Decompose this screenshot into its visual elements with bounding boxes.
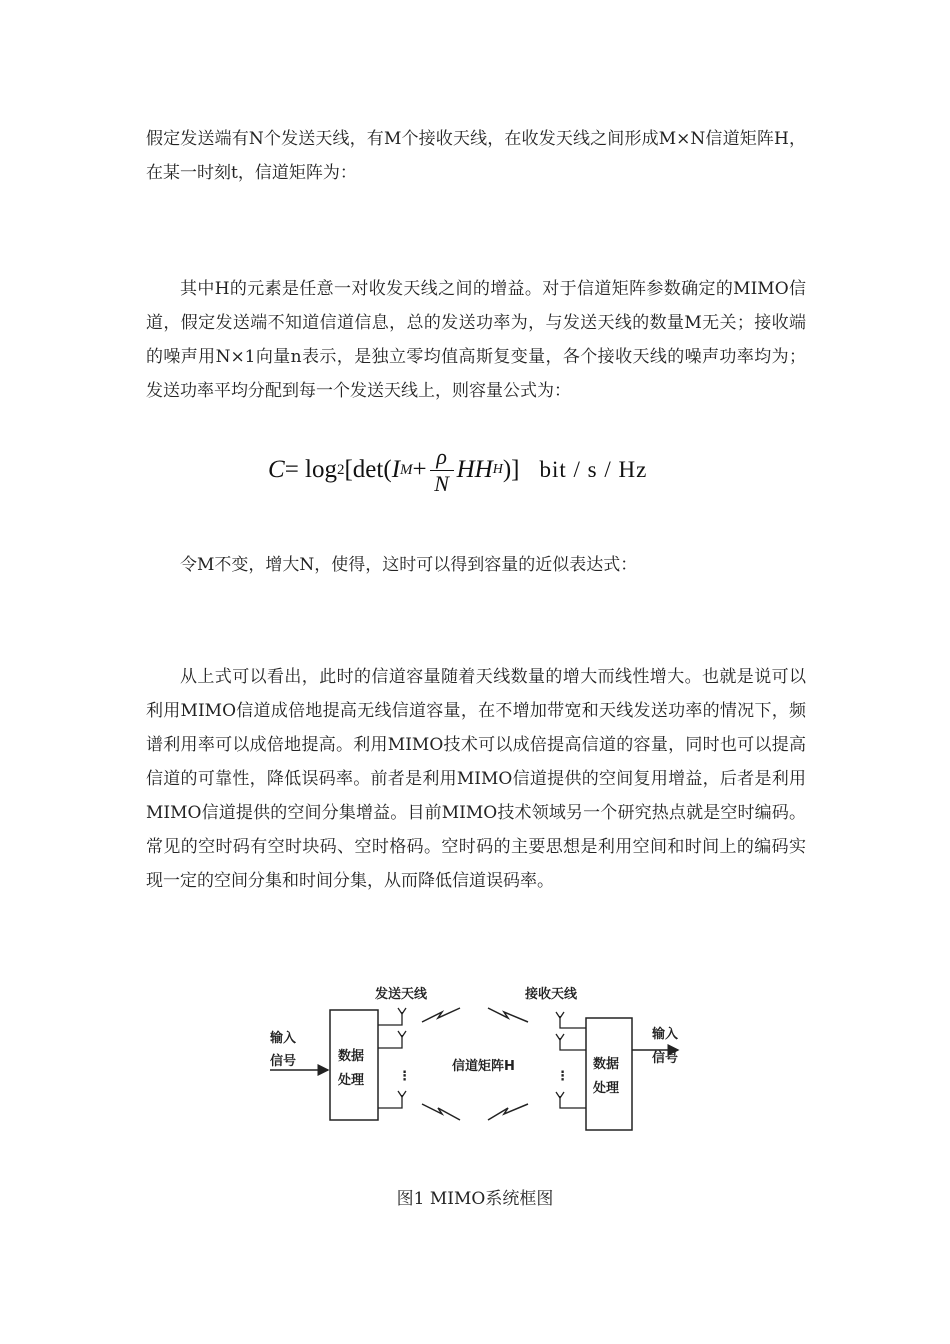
formula-fraction (430, 444, 454, 497)
output-label-line2: 信号 (652, 1051, 679, 1066)
formula-unit: bit / s / Hz (539, 457, 648, 482)
formula-frac-num: ρ (436, 443, 447, 469)
formula-log: = log (284, 456, 337, 483)
paragraph-approximation: 令M不变，增大N，使得，这时可以得到容量的近似表达式： (180, 555, 638, 575)
left-processing-block (330, 1010, 378, 1120)
tx-antenna-label: 发送天线 (375, 987, 428, 1002)
figure-caption: 图1 MIMO系统框图 (396, 1189, 554, 1209)
paragraph-conclusion: 从上式可以看出，此时的信道容量随着天线数量的增大而线性增大。也就是说可以利用MIMO信道成倍地提高无线信道容量，在不增加带宽和天线发送功率的情况下，频谱利用率可以成倍地提高。利用MIMO技术可以成倍提高信道的容量，同时也可以提高信道的可靠性，降低误码率。前者是利用MIMO信道提供的空间复用增益，后者是利用MIMO信道提供的空间分集增益。目前MIMO技术领域另一个研究热点就是空时编码。常见的空时码有空时块码、空时格码。空时码的主要思想是利用空间和时间上的编码实现一定的空间分集和时间分集，从而降低信道误码率。 (146, 667, 806, 891)
formula-hh-sup: H (492, 462, 503, 477)
paragraph-channel-description: 其中H的元素是任意一对收发天线之间的增益。对于信道矩阵参数确定的MIMO信道，假定发送端不知道信道信息，总的发送功率为，与发送天线的数量M无关；接收端的噪声用N×1向量n表示，是独立零均值高斯复变量，各个接收天线的噪声功率均为；发送功率平均分配到每一个发送天线上，则容量公式为： (146, 279, 806, 401)
rx-antenna-array (556, 1012, 586, 1108)
tx-antenna-dots: ⋮ (398, 1069, 411, 1084)
formula-identity-sub: M (400, 461, 413, 478)
input-label-line1: 输入 (270, 1031, 297, 1046)
mimo-diagram-svg (260, 980, 690, 1140)
formula-hh: HH (456, 456, 493, 483)
formula-plus: + (412, 456, 427, 483)
tx-antenna-array (378, 1008, 406, 1108)
formula-close: )] (502, 456, 520, 483)
rx-antenna-dots: ⋮ (556, 1069, 569, 1084)
left-block-line2: 处理 (338, 1073, 365, 1088)
formula-frac-den: N (434, 470, 449, 496)
right-block-line1: 数据 (593, 1057, 620, 1072)
right-processing-block (586, 1018, 632, 1130)
formula-log-base: 2 (336, 461, 345, 478)
paragraph-antenna-setup: 假定发送端有N个发送天线，有M个接收天线，在收发天线之间形成M×N信道矩阵H，在某一时刻t，信道矩阵为： (146, 129, 806, 183)
capacity-formula (268, 438, 698, 502)
output-label-line1: 输入 (652, 1027, 679, 1042)
left-block-line1: 数据 (338, 1049, 365, 1064)
mimo-block-diagram (260, 980, 690, 1140)
right-block-line2: 处理 (593, 1081, 620, 1096)
channel-matrix-label: 信道矩阵H (452, 1059, 515, 1074)
input-label-line2: 信号 (270, 1054, 297, 1069)
formula-det-open: [det( (344, 456, 392, 483)
formula-identity: I (391, 456, 401, 483)
formula-lhs: C (268, 456, 285, 483)
rx-antenna-label: 接收天线 (525, 987, 578, 1002)
